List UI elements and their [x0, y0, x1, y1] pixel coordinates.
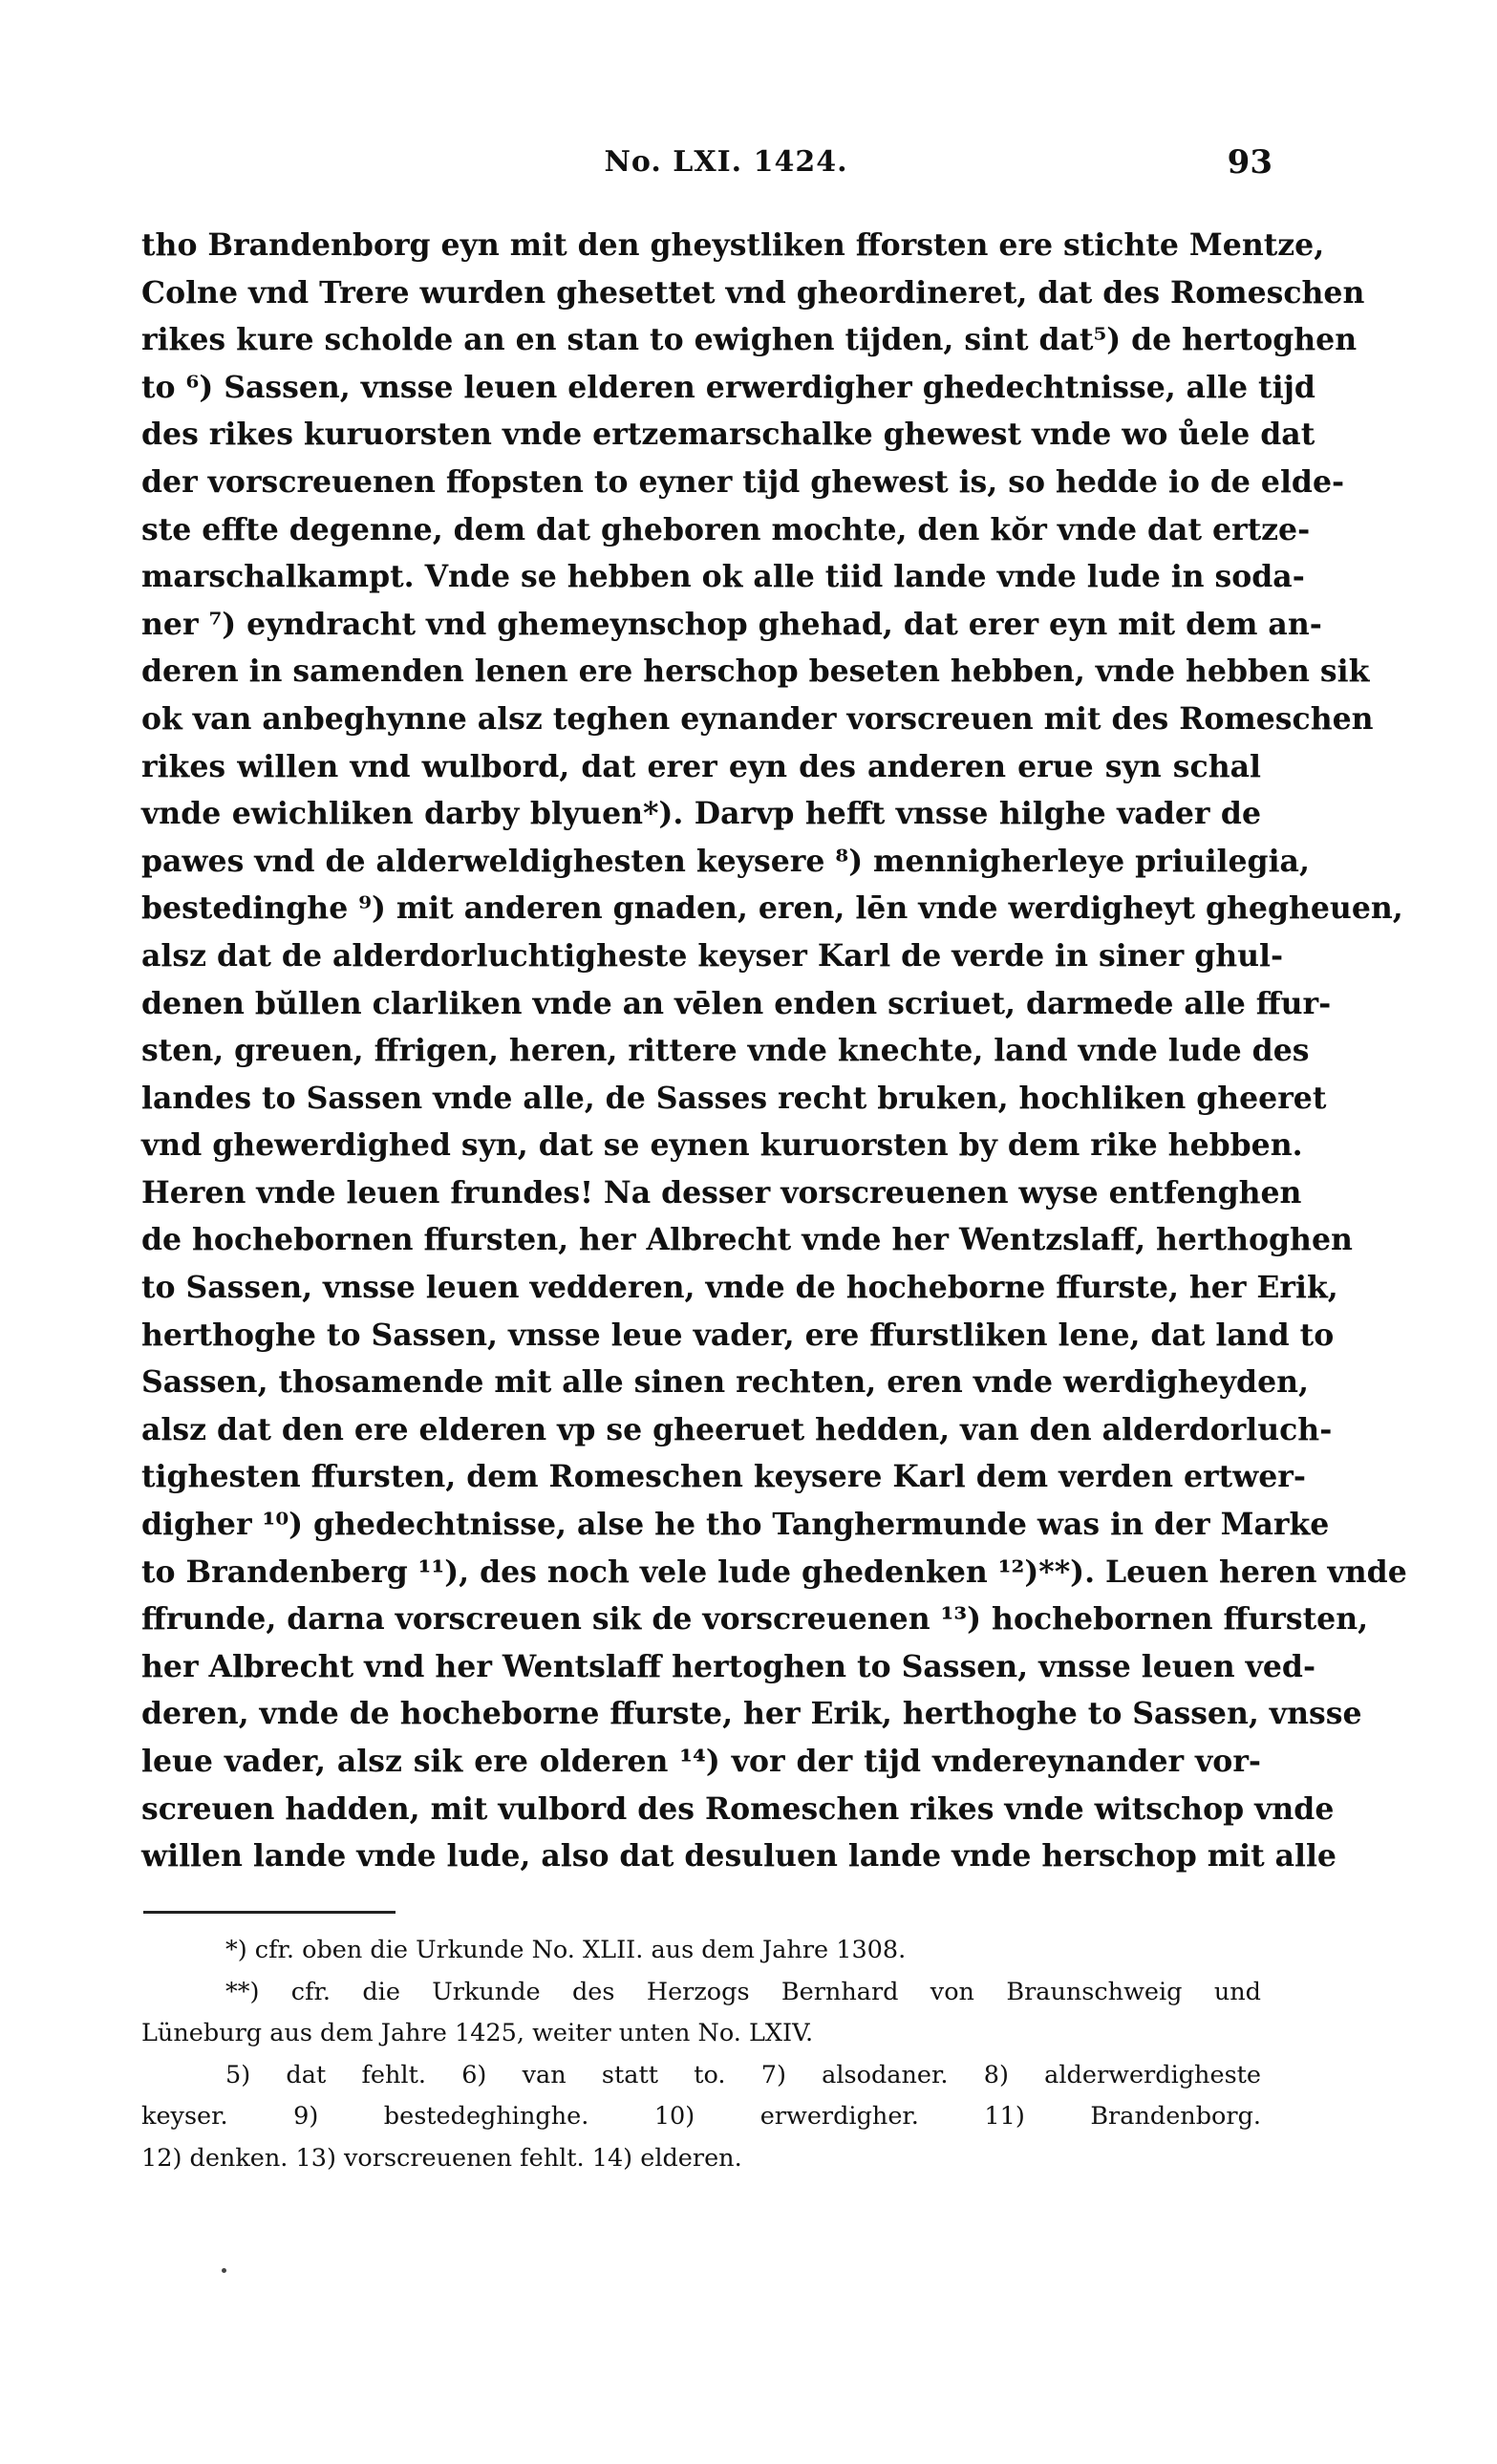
text-line: her Albrecht vnd her Wentslaff hertoghen to Sassen, vnsse leuen ved- [141, 1648, 1316, 1684]
text-line: sten, greuen, ffrigen, heren, rittere vnde knechte, land vnde lude des [141, 1033, 1310, 1069]
text-line: herthoghe to Sassen, vnsse leue vader, ere ffurstliken lene, dat land to [141, 1317, 1335, 1353]
variant-notes-line: 5) dat fehlt. 6) van statt to. 7) alsodaner. 8) alderwerdigheste [225, 2060, 1261, 2089]
text-line: alsz dat den ere elderen vp se gheeruet hedden, van den alderdorluch- [141, 1411, 1333, 1447]
text-line: willen lande vnde lude, also dat desuluen lande vnde herschop mit alle [141, 1838, 1337, 1875]
text-line: vnde ewichliken darby blyuen*). Darvp hefft vnsse hilghe vader de [141, 796, 1261, 832]
text-line: deren in samenden lenen ere herschop beseten hebben, vnde hebben sik [141, 653, 1370, 690]
text-line: bestedinghe ⁹) mit anderen gnaden, eren, lēn vnde werdigheyt ghegheuen, [141, 890, 1403, 927]
running-title: No. LXI. 1424. [604, 145, 848, 179]
text-line: alsz dat de alderdorluchtigheste keyser Karl de verde in siner ghul- [141, 937, 1284, 974]
text-line: Heren vnde leuen frundes! Na desser vorscreuenen wyse entfenghen [141, 1174, 1302, 1211]
text-line: ner ⁷) eyndracht vnd ghemeynschop ghehad, dat erer eyn mit dem an- [141, 606, 1322, 642]
footnotes [141, 1930, 1261, 2180]
page-number: 93 [1227, 143, 1272, 182]
variant-notes-line: 12) denken. 13) vorscreuenen fehlt. 14) elderen. [141, 2143, 742, 2173]
text-line: ste effte degenne, dem dat gheboren mochte, den kŏr vnde dat ertze- [141, 511, 1311, 547]
text-line: der vorscreuenen ffорsten to eyner tijd ghewest is, so hedde io de elde- [141, 463, 1345, 500]
text-line: to Brandenberg ¹¹), des noch vele lude ghedenken ¹²)**). Leuen heren vnde [141, 1553, 1407, 1590]
text-line: tighesten ffursten, dem Romeschen keysere Karl dem verden ertwer- [141, 1459, 1306, 1495]
text-line: vnd ghewerdighed syn, dat se eynen kuruorsten by dem rike hebben. [141, 1127, 1303, 1164]
text-line: ok van anbeghynne alsz teghen eynander vorscreuen mit des Romeschen [141, 700, 1374, 737]
body-text [141, 222, 1407, 1880]
text-line: Sassen, thosamende mit alle sinen rechten, eren vnde werdigheyden, [141, 1364, 1309, 1401]
text-line: screuen hadden, mit vulbord des Romeschen rikes vnde witschop vnde [141, 1790, 1335, 1827]
text-line: Colne vnd Trere wurden ghesettet vnd gheordineret, dat des Romeschen [141, 274, 1365, 311]
text-line: rikes kure scholde an en stan to ewighen tijden, sint dat⁵) de hertoghen [141, 322, 1358, 358]
text-line: to ⁶) Sassen, vnsse leuen elderen erwerdigher ghedechtnisse, alle tijd [141, 369, 1315, 405]
text-line: deren, vnde de hocheborne ffurste, her Erik, herthoghe to Sassen, vnsse [141, 1696, 1362, 1732]
text-line: pawes vnd de alderweldighesten keysere ⁸) mennigherleye priuilegia, [141, 843, 1310, 879]
text-line: denen bŭllen clarliken vnde an vēlen enden scriuet, darmede alle ffur- [141, 985, 1332, 1021]
text-line: landes to Sassen vnde alle, de Sasses recht bruken, hochliken gheeret [141, 1080, 1327, 1116]
text-line: tho Brandenborg eyn mit den gheystliken fforsten ere stichte Mentze, [141, 227, 1325, 263]
text-line: des rikes kuruorsten vnde ertzemarschalke ghewest vnde wo ůele dat [141, 417, 1315, 453]
text-line: digher ¹⁰) ghedechtnisse, alse he tho Tanghermunde was in der Marke [141, 1507, 1330, 1543]
text-line: de hochebornen ffursten, her Albrecht vnde her Wentzslaff, herthoghen [141, 1222, 1353, 1258]
text-line: marschalkampt. Vnde se hebben ok alle tiid lande vnde lude in soda- [141, 559, 1305, 595]
footnote-double-star-continuation: Lüneburg aus dem Jahre 1425, weiter unten No. LXIV. [141, 2019, 814, 2048]
footnote-star: *) cfr. oben die Urkunde No. XLII. aus dem Jahre 1308. [225, 1936, 907, 1964]
text-line: leue vader, alsz sik ere olderen ¹⁴) vor der tijd vndereynander vor- [141, 1744, 1261, 1779]
text-line: rikes willen vnd wulbord, dat erer eyn des anderen erue syn schal [141, 748, 1261, 784]
stray-ink-mark [222, 2268, 226, 2273]
text-line: to Sassen, vnsse leuen vedderen, vnde de hocheborne ffurste, her Erik, [141, 1270, 1338, 1306]
text-line: ffrunde, darna vorscreuen sik de vorscreuenen ¹³) hochebornen ffursten, [141, 1601, 1369, 1638]
footnote-double-star: **) cfr. die Urkunde des Herzogs Bernhard von Braunschweig und [225, 1977, 1261, 2006]
footnote-rule [143, 1911, 396, 1914]
variant-notes-line: keyser. 9) bestedeghinghe. 10) erwerdigher. 11) Brandenborg. [141, 2102, 1261, 2132]
